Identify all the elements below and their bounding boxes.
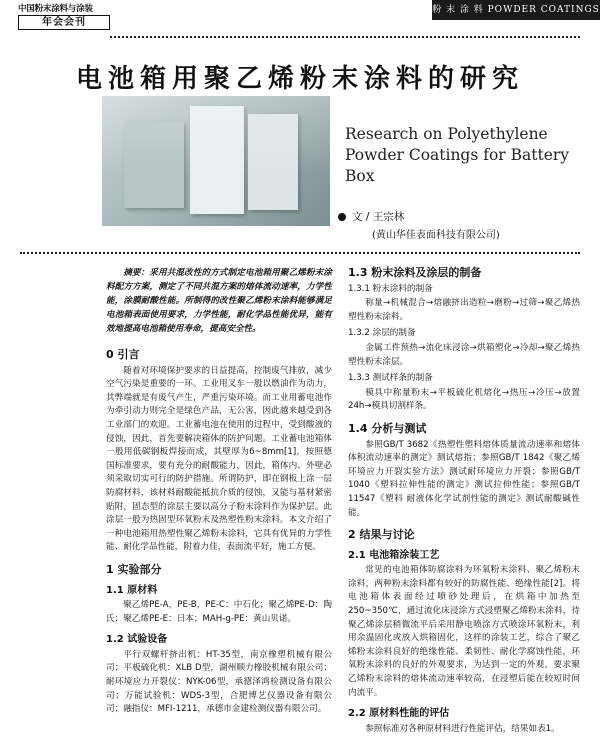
process-paragraph: 常见的电池箱体防腐涂料为环氧粉末涂料、聚乙烯粉末涂料，两种粉末涂料都有较好的防腐性能、绝缘性能[2]。将电池箱体表面经过喷砂处理后，在烘箱中加热至250~350℃，通过流化床浸涂方式浸塑聚乙烯粉末涂料，待聚乙烯涂层稍微流平后采用静电喷涂方式喷涂环氧粉末，利用余温固化或放入烘箱固化，这样的涂装工艺，综合了聚乙烯粉末涂料良好的绝缘性能、柔韧性、耐化学腐蚀性能，环氧粉末涂料的良好的外观要求，为达到一定的外观，要求聚乙烯粉末涂料的熔体流动速率较高，在浸塑后能在较短时间内流平。 — [348, 565, 580, 698]
middle-divider — [20, 252, 580, 254]
materials-paragraph: 聚乙烯PE-A，PE-B，PE-C：中石化；聚乙烯PE-D：陶氏；聚乙烯PE-E：日本；MAH-g-PE：黄山贝诺。 — [106, 600, 332, 624]
artwork-highlight — [102, 96, 330, 226]
subsection-heading: 2.2 原材料性能的评估 — [348, 708, 450, 720]
left-column — [106, 266, 332, 717]
english-title-line: Powder Coatings for Battery Box — [345, 146, 570, 185]
article-title: 电池箱用聚乙烯粉末涂料的研究 — [75, 64, 524, 94]
section-heading: 1.4 分析与测试 — [348, 421, 427, 435]
english-title-line: Research on Polyethylene — [345, 125, 548, 143]
subsubsection-heading: 1.3.3 测试样条的制备 — [348, 373, 433, 384]
evaluation-paragraph: 参照标准对各种原材料进行性能评估，结果如表1。 — [365, 723, 560, 734]
english-title — [345, 124, 600, 187]
affiliation: (黄山华佳表面科技有限公司) — [372, 230, 500, 241]
author-line — [338, 210, 404, 225]
subsubsection-heading: 1.3.1 粉末涂料的制备 — [348, 283, 433, 294]
section-heading: 2 结果与讨论 — [348, 528, 415, 542]
subsection-heading: 2.1 电池箱涂装工艺 — [348, 549, 440, 561]
subsection-heading: 1.2 试验设备 — [106, 634, 168, 646]
bullet-icon — [338, 213, 346, 221]
journal-issue-box: 年会会刊 — [18, 15, 110, 30]
coating-prep-paragraph: 金属工件预热→流化床浸涂→烘箱塑化→冷却→聚乙烯热塑性粉末涂层。 — [348, 342, 580, 367]
section-heading: 1.3 粉末涂料及涂层的制备 — [348, 266, 482, 279]
sample-prep-paragraph: 模具中称量粉末→平板硫化机熔化→热压→冷压→放置24h→模具切割样条。 — [348, 387, 580, 412]
subsection-heading: 1.1 原材料 — [106, 584, 158, 596]
section-heading: 0 引言 — [106, 348, 140, 361]
section-heading: 1 实验部分 — [106, 562, 162, 576]
abstract: 摘要：采用共混改性的方式制定电池箱用聚乙烯粉末涂料配方方案，测定了不同共混方案的熔体流动速率，力学性能，涂膜耐酸性能。所制得的改性聚乙烯粉末涂料能够满足电池箱表面使用要求，力学性能，耐化学品性能优异，能有效地提高电池箱使用寿命，提高安全性。 — [106, 268, 332, 334]
journal-badge — [18, 4, 110, 30]
testing-paragraph: 参照GB/T 3682《热塑性塑料熔体质量流动速率和熔体体积流动速率的测定》测试熔指；参照GB/T 1842《聚乙烯环境应力开裂实验方法》测试耐环境应力开裂；参照GB/T 1040《塑料拉伸性能的测定》测试拉伸性能；参照GB/T 11547《塑料 耐液体化学试剂性能的测定》测试耐酸碱性能。 — [348, 439, 580, 518]
author-name: 文 / 王宗林 — [352, 211, 405, 223]
journal-name: 中国粉末涂料与涂装 — [18, 4, 93, 14]
section-banner: 粉 末 涂 料 POWDER COATINGS — [432, 0, 600, 20]
powder-prep-paragraph: 称量→机械混合→熔融挤出造粒→磨粉→过筛→聚乙烯热塑性粉末涂料。 — [348, 298, 580, 322]
subsubsection-heading: 1.3.2 涂层的制备 — [348, 328, 416, 339]
equipment-paragraph: 平行双螺杆挤出机：HT-35型，南京橡塑机械有限公司；平板硫化机：XLB D型，湖州顺力橡胶机械有限公司；耐环境应力开裂仪：NYK-06型，承德泽鸿检测设备有限公司；万能试验机：WDS-3型，合肥博艺仪器设备有限公司；融指仪：MFI-1211，承德市金建检测仪器有限公司。 — [106, 649, 332, 715]
article-artwork — [102, 96, 330, 226]
right-column — [348, 266, 580, 736]
intro-paragraph: 随着对环境保护要求的日益提高，控制废气排放，减少空气污染是重要的一环。工业用叉车一般以燃油作为动力，其弊端就是有废气产生，严重污染环境。而工业用蓄电池作为牵引动力则完全是绿色产品，无公害，因此越来越受到各工业部门的欢迎。工业蓄电池在使用的过程中，受到酸液的侵蚀，因此，首先要解决箱体的防护问题。工业蓄电池箱体一般用低碳钢板焊接而成，其壁厚为6~8mm[1]，按照德国标准要求，要有充分的耐酸能力，因此，箱体内、外壁必须采取切实可行的防护措施。所谓防护，即在钢板上涂一层防腐材料，该材料耐酸能抵抗介质的侵蚀，又能与基材紧密贴附，固态型的涂层主要以高分子粉末涂料作为保护层。此涂层一般为热固型环氧粉末及热塑性粉末涂料。本文介绍了一种电池箱用热塑性聚乙烯粉末涂料，它具有优异的力学性能、耐化学品性能，附着力佳，表面流平好，施工方便。 — [106, 365, 332, 553]
top-divider — [110, 36, 580, 38]
